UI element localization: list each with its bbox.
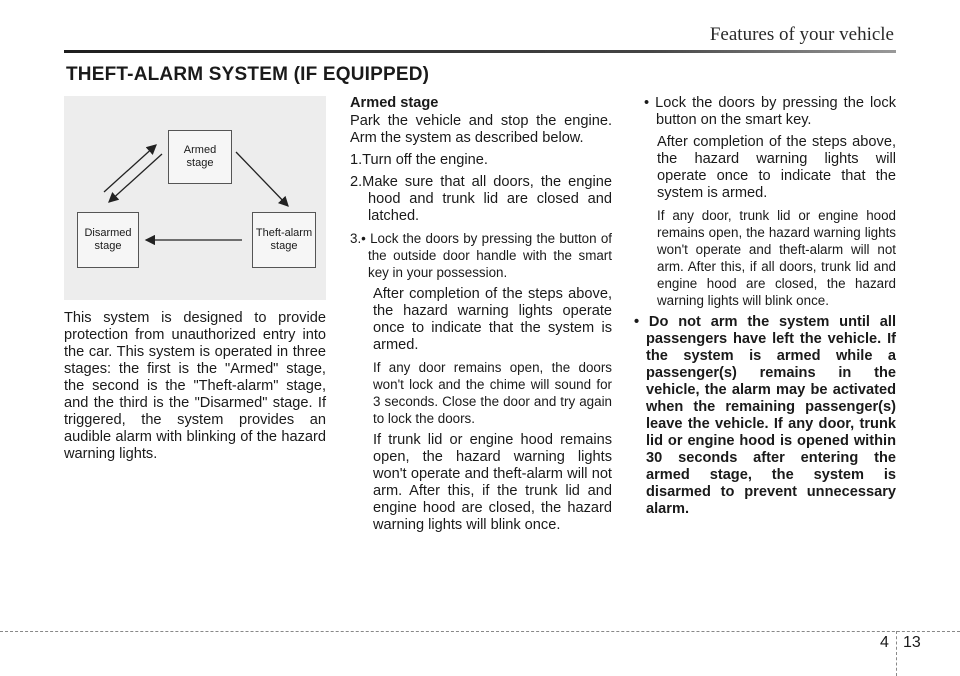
passenger-warning: • Do not arm the system until all passengers have left the vehicle. If the system is armed while a passenger(s) remains in the vehicle, the alarm may be activated when the remaining passenger(s) leave the vehicle. If any door, trunk lid or engine hood is opened within 30 seconds after entering the armed stage, the system is disarmed to prevent unnecessary alarm. — [634, 314, 896, 517]
header-rule — [64, 50, 896, 53]
disarmed-stage-box — [77, 212, 139, 268]
diagram-arrows — [64, 96, 326, 300]
page-number-divider — [896, 631, 897, 676]
page-number: 13 — [903, 634, 921, 651]
armed-label-2: stage — [186, 157, 214, 169]
step-3-door-open: If any door remains open, the doors won't lock and the chime will sound for 3 seconds. Close the door and try again to lock the doors. — [373, 360, 612, 426]
theft-label-1: Theft-alarm — [255, 227, 313, 239]
step-3: 3.• Lock the doors by pressing the button of the outside door handle with the smart key in your possession. — [350, 231, 612, 280]
step-3-hood-open: If trunk lid or engine hood remains open, the hazard warning lights won't operate and theft-alarm will not arm. After this, if the trunk lid and engine hood are closed, the hazard warning lights will blink once. — [373, 432, 612, 533]
disarmed-label-1: Disarmed — [84, 227, 132, 239]
smart-key-completion: After completion of the steps above, the hazard warning lights will operate once to indicate that the system is armed. — [657, 134, 896, 201]
footer-rule — [0, 631, 960, 632]
armed-stage-heading: Armed stage — [350, 95, 439, 111]
smart-key-bullet: • Lock the doors by pressing the lock button on the smart key. — [644, 95, 896, 128]
armed-label-1: Armed — [183, 144, 217, 156]
arrow-disarmed-to-armed — [104, 145, 156, 192]
section-title: THEFT-ALARM SYSTEM (IF EQUIPPED) — [66, 64, 430, 85]
theft-label-2: stage — [270, 240, 298, 252]
left-column — [64, 310, 326, 468]
step-3-completion: After completion of the steps above, the hazard warning lights operate once to indicate that the system is armed. — [373, 286, 612, 353]
page-header-title: Features of your vehicle — [709, 24, 894, 45]
armed-stage-lead: Park the vehicle and stop the engine. Arm the system as described below. — [350, 113, 612, 146]
stage-diagram — [64, 96, 326, 300]
middle-column — [350, 95, 612, 539]
smart-key-open-warning: If any door, trunk lid or engine hood remains open, the hazard warning lights won't operate and theft-alarm will not arm. After this, if all doors, trunk lid and engine hood are closed, the hazard warning lights will blink once. — [657, 208, 896, 308]
intro-paragraph: This system is designed to provide protection from unauthorized entry into the car. This system is operated in three stages: the first is the "Armed" stage, the second is the "Theft-alarm" stage, and the third is the "Disarmed" stage. If triggered, the system provides an audible alarm with blinking of the hazard warning lights. — [64, 310, 326, 462]
disarmed-label-2: stage — [94, 240, 122, 252]
armed-stage-box — [168, 130, 232, 184]
right-column — [634, 95, 896, 523]
arrow-armed-to-theft — [236, 152, 288, 206]
arrow-armed-to-disarmed — [109, 154, 162, 202]
chapter-number: 4 — [880, 634, 889, 651]
theft-alarm-stage-box — [252, 212, 316, 268]
step-1: 1.Turn off the engine. — [350, 152, 488, 168]
step-2: 2.Make sure that all doors, the engine hood and trunk lid are closed and latched. — [350, 174, 612, 224]
